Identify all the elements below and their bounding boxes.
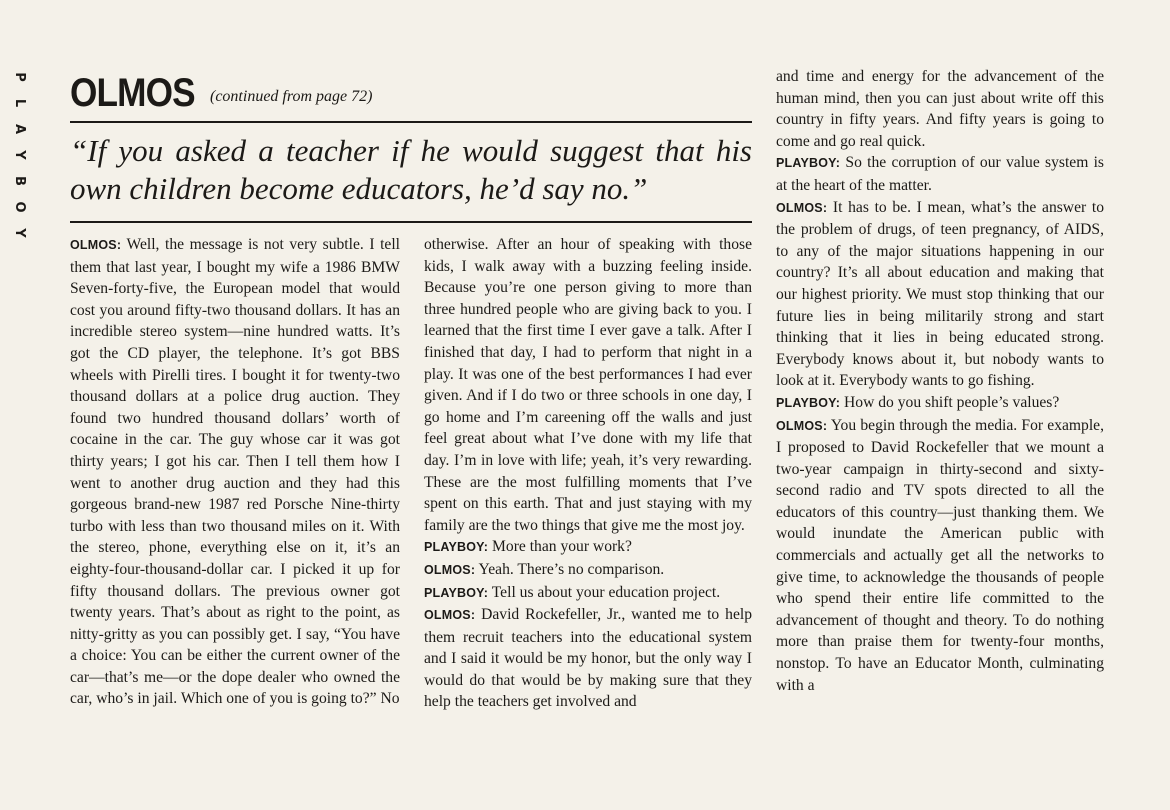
- paragraph-text: Yeah. There’s no comparison.: [478, 560, 665, 578]
- article-title: OLMOS: [70, 71, 195, 115]
- paragraph: [424, 582, 752, 605]
- paragraph-text: You begin through the media. For example, I proposed to David Rockefeller that we mount a two-year campaign in thirty-second and sixty-second radio and TV spots directed to all the educators of this country—just thanking them. We would inundate the American public with commercials and actually get all the networks to give time, to acknowledge the thousands of people who spend their entire life committed to the advancement of thought and theory. To do nothing more than praise them for twenty-four months, nonstop. To have an Educator Month, culminating with a: [776, 416, 1104, 694]
- speaker-label: OLMOS:: [776, 200, 828, 215]
- paragraph: [776, 66, 1104, 152]
- paragraph-text: How do you shift people’s values?: [844, 393, 1060, 411]
- paragraph: [424, 604, 752, 713]
- sidebar-letter: A: [12, 123, 27, 135]
- article-header: [70, 66, 752, 120]
- paragraph: [776, 415, 1104, 697]
- speaker-label: PLAYBOY:: [776, 395, 841, 410]
- paragraph: [424, 536, 752, 559]
- paragraph-text: and time and energy for the advancement of the human mind, then you can just about write off this country in fifty years. And fifty years is going to come and go real quick.: [776, 68, 1104, 150]
- speaker-label: PLAYBOY:: [424, 540, 489, 555]
- top-rule: [70, 121, 752, 123]
- paragraph: [776, 152, 1104, 196]
- paragraph-text: More than your work?: [492, 538, 632, 556]
- paragraph: [424, 559, 752, 582]
- paragraph-text: It has to be. I mean, what’s the answer to the problem of drugs, of teen pregnancy, of AIDS, to any of the major situations happening in our country? It’s all about education and making that our highest priority. We must stop thinking that our future lies in being militarily strong and start thinking that it lies in being educated strong. Everybody knows about it, but nobody wants to look at it. Everybody wants to go fishing.: [776, 198, 1104, 390]
- paragraph: [70, 234, 400, 710]
- paragraph: [776, 392, 1104, 415]
- paragraph: [776, 197, 1104, 392]
- sidebar-letter: L: [12, 98, 27, 108]
- text-column-1: [70, 234, 400, 710]
- speaker-label: OLMOS:: [776, 418, 828, 433]
- sidebar-letter: Y: [12, 228, 27, 238]
- magazine-name-vertical: [8, 64, 30, 246]
- paragraph-text: otherwise. After an hour of speaking with those kids, I walk away with a buzzing feeling inside. Because you’re one person giving to more than three hundred people who are giving back to you. I learned that the first time I ever gave a talk. After I finished that day, I had to perform that night in a play. It was one of the best performances I had ever given. And if I do two or three schools in one day, I go home and I’m careening off the walls and just feel great about what I’ve done with my life that day. I’m in love with life; yeah, it’s very rewarding. These are the most fulfilling moments that I’ve spent on this earth. That and just staying with my family are the two things that give me the most joy.: [424, 236, 752, 534]
- sidebar-letter: P: [12, 72, 27, 82]
- text-column-3: [776, 66, 1104, 696]
- paragraph-text: Tell us about your education project.: [491, 583, 721, 601]
- speaker-label: OLMOS:: [70, 238, 122, 252]
- continued-note: (continued from page 72): [210, 88, 373, 105]
- paragraph-text: So the corruption of our value system is at the heart of the matter.: [776, 154, 1104, 194]
- paragraph: [424, 234, 752, 536]
- text-column-2: [424, 234, 752, 713]
- speaker-label: OLMOS:: [424, 562, 476, 577]
- sidebar-letter: Y: [12, 150, 27, 160]
- sidebar-letter: B: [12, 176, 27, 186]
- paragraph-text: David Rockefeller, Jr., wanted me to help them recruit teachers into the educational system and I said it would be my honor, but the only way I would do that would be by making sure that they help the teachers get involved and: [424, 606, 752, 711]
- bottom-rule: [70, 221, 752, 223]
- pull-quote: “If you asked a teacher if he would suggest that his own children become educators, he’d say no.”: [70, 133, 752, 206]
- paragraph-text: Well, the message is not very subtle. I tell them that last year, I bought my wife a 1986 BMW Seven-forty-five, the European model that would cost you around fifty-two thousand dollars. It has an incredible stereo system—nine hundred watts. It’s got the CD player, the telephone. It’s got BBS wheels with Pirelli tires. I bought it for twenty-two thousand dollars at a police drug auction. They found two hundred thousand dollars’ worth of cocaine in the car. The guy whose car it was got thirty years; I got his car. Then I tell them how I went to another drug auction and they had this gorgeous brand-new 1987 red Porsche Nine-thirty turbo with less than two thousand miles on it. With the stereo, phone, everything else on it, it’s an eighty-four-thousand-dollar car. I picked it up for fifty thousand dollars. The previous owner got twenty years. That’s about as right to the point, as nitty-gritty as you can possibly get. I say, “You have a choice: You can be either the current owner of the car—that’s me—or the dope dealer who owned the car, who’s in jail. Which one of you is going to?” No: [70, 236, 401, 708]
- speaker-label: PLAYBOY:: [424, 585, 489, 600]
- sidebar-letter: O: [12, 201, 27, 213]
- speaker-label: PLAYBOY:: [776, 156, 841, 171]
- speaker-label: OLMOS:: [424, 608, 476, 623]
